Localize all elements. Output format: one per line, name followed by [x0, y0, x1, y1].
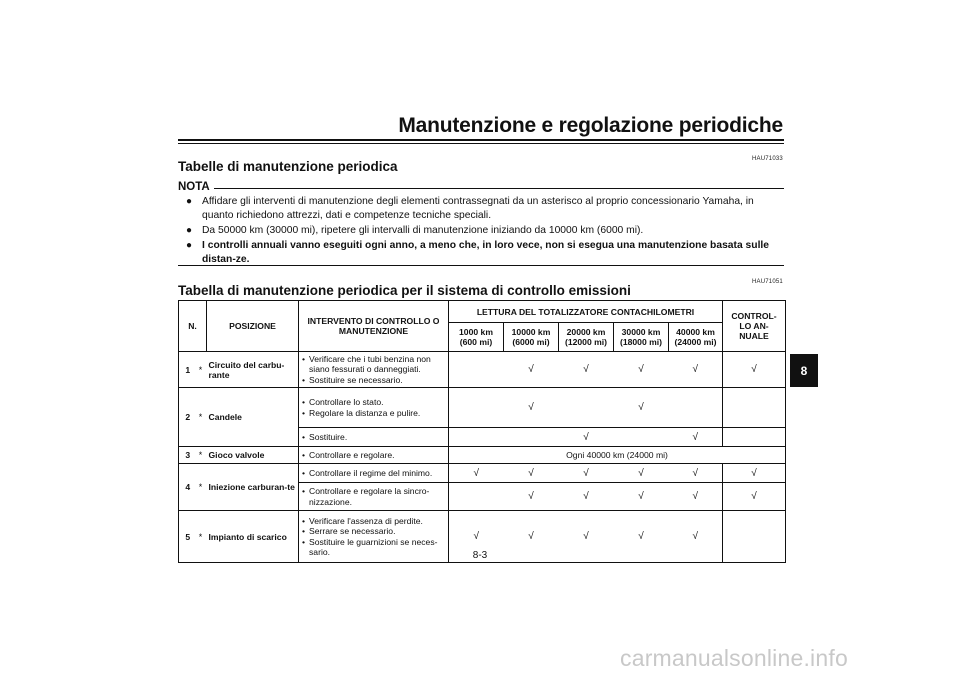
interval-note: Ogni 40000 km (24000 mi): [449, 447, 786, 464]
check-mark: √: [614, 388, 669, 428]
row-action: • Controllare il regime del minimo.: [299, 464, 449, 483]
row-action: • Controllare e regolare la sincro-nizzazione.: [299, 483, 449, 511]
nota-item: ● Affidare gli interventi di manutenzione degli elementi contrassegnati da un asterisco al proprio concessionario Yamaha, in quanto richiedono attrezzi, dati e competenze tecniche speciali.: [186, 196, 754, 221]
nota-list: [186, 195, 784, 268]
bullet-icon: ●: [186, 196, 193, 207]
check-mark: √: [504, 352, 559, 388]
chapter-tab[interactable]: 8: [790, 354, 818, 387]
header-odometer: LETTURA DEL TOTALIZZATORE CONTACHILOMETRI: [449, 301, 723, 323]
row-action: • Controllare lo stato. • Regolare la distanza e pulire.: [299, 388, 449, 428]
check-mark: √: [504, 388, 559, 428]
row-action: • Sostituire.: [299, 428, 449, 447]
check-mark: √: [614, 483, 669, 511]
check-mark: √: [559, 483, 614, 511]
nota-item: ● Da 50000 km (30000 mi), ripetere gli intervalli di manutenzione iniziando da 10000 km (6000 mi).: [186, 225, 644, 236]
page-number: 8-3: [472, 550, 488, 561]
check-mark: √: [504, 483, 559, 511]
table-row: [179, 388, 786, 428]
check-mark: √: [669, 511, 723, 563]
check-mark: √: [614, 464, 669, 483]
check-mark: √: [559, 352, 614, 388]
section-title: Tabella di manutenzione periodica per il sistema di controllo emissioni: [178, 283, 631, 298]
asterisk-mark: *: [195, 352, 207, 388]
table-row: [179, 447, 786, 464]
check-mark: √: [449, 511, 504, 563]
check-mark: √: [669, 464, 723, 483]
row-number: 4: [179, 464, 195, 511]
check-mark: √: [614, 352, 669, 388]
section-code: HAU71033: [752, 156, 783, 162]
asterisk-mark: *: [195, 447, 207, 464]
nota-rule-bottom: [178, 265, 784, 266]
header-annual: CONTROL-LO AN-NUALE: [723, 301, 786, 352]
nota-item: ● I controlli annuali vanno eseguiti ogni anno, a meno che, in loro vece, non si esegua una manutenzione basata sulle distan-ze.: [186, 240, 770, 265]
asterisk-mark: *: [195, 464, 207, 511]
header-rule: [178, 139, 784, 141]
table-row: [179, 464, 786, 483]
emissions-maintenance-table: [178, 300, 786, 563]
check-mark: √: [723, 352, 786, 388]
row-number: 1: [179, 352, 195, 388]
nota-rule-top: [214, 188, 784, 189]
nota-label: NOTA: [178, 181, 210, 193]
check-mark: √: [723, 464, 786, 483]
header-interval-3: 20000 km (12000 mi): [559, 323, 614, 352]
row-number: 5: [179, 511, 195, 563]
check-mark: √: [669, 483, 723, 511]
table-row: [179, 352, 786, 388]
section-title: Tabelle di manutenzione periodica: [178, 159, 398, 174]
check-mark: √: [559, 511, 614, 563]
check-mark: √: [559, 428, 614, 447]
bullet-icon: ●: [186, 225, 193, 236]
check-mark: √: [504, 511, 559, 563]
asterisk-mark: *: [195, 388, 207, 447]
check-mark: √: [669, 352, 723, 388]
header-intervention: INTERVENTO DI CONTROLLO O MANUTENZIONE: [299, 301, 449, 352]
row-position: Gioco valvole: [207, 447, 299, 464]
header-rule-thin: [178, 143, 784, 144]
row-position: Circuito del carbu-rante: [207, 352, 299, 388]
row-position: Candele: [207, 388, 299, 447]
check-mark: √: [504, 464, 559, 483]
row-action: • Verificare l'assenza di perdite. • Serrare se necessario. • Sostituire le guarnizioni se neces-sario.: [299, 511, 449, 563]
header-interval-1: 1000 km (600 mi): [449, 323, 504, 352]
row-number: 3: [179, 447, 195, 464]
header-num: N.: [179, 301, 207, 352]
check-mark: √: [669, 428, 723, 447]
section-code: HAU71051: [752, 279, 783, 285]
row-position: Impianto di scarico: [207, 511, 299, 563]
page-header-title: Manutenzione e regolazione periodiche: [398, 114, 783, 137]
header-interval-4: 30000 km (18000 mi): [614, 323, 669, 352]
check-mark: √: [559, 464, 614, 483]
row-action: • Controllare e regolare.: [299, 447, 449, 464]
row-position: Iniezione carburan-te: [207, 464, 299, 511]
row-action: • Verificare che i tubi benzina non siano fessurati o danneggiati. • Sostituire se necessario.: [299, 352, 449, 388]
header-interval-2: 10000 km (6000 mi): [504, 323, 559, 352]
check-mark: √: [614, 511, 669, 563]
bullet-icon: ●: [186, 240, 193, 251]
check-mark: √: [449, 464, 504, 483]
row-number: 2: [179, 388, 195, 447]
header-position: POSIZIONE: [207, 301, 299, 352]
check-mark: √: [723, 483, 786, 511]
watermark-text: carmanualsonline.info: [620, 645, 848, 671]
asterisk-mark: *: [195, 511, 207, 563]
header-interval-5: 40000 km (24000 mi): [669, 323, 723, 352]
